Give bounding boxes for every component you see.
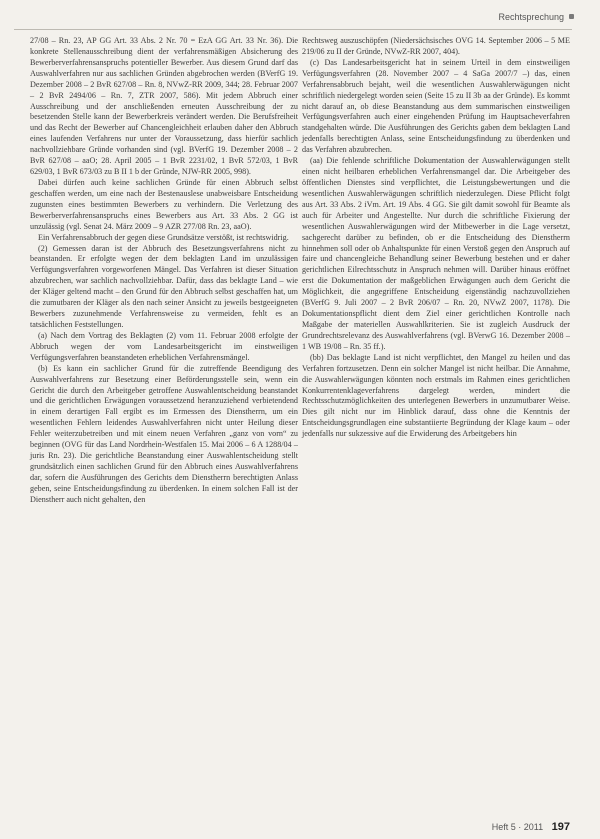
paragraph: Rechtsweg auszuschöpfen (Niedersächsisches OVG 14. September 2006 – 5 ME 219/06 zu II der Gründe, NVwZ-RR 2007, 404). (302, 36, 570, 56)
paragraph: (a) Nach dem Vortrag des Beklagten (2) vom 11. Februar 2008 erfolgte der Abbruch wegen der vom Landesarbeitsgericht im einstweiligen Verfügungsverfahren beanstandeten erheblichen Verfahrensmängel. (30, 330, 298, 362)
paragraph: (b) Es kann ein sachlicher Grund für die zutreffende Beendigung des Auswahlverfahrens zur Besetzung einer Beförderungsstelle sein, wenn ein Gericht die durch den Arbeitgeber getroffene Auswahlentscheidung beanstandet und die gerichtlichen Erwägungen voraussetzend heranzuziehend verbietendend in einem derartigen Fall ergibt es im Ermessen des Dienstherrn, um ein wesentlichen Fehlern leidendes Auswahlverfahren nicht unter Heilung dieser Fehler weiterzubetreiben und mit einem neuen Verfahren „ganz von vorn“ zu beginnen (OVG für das Land Nordrhein-Westfalen 15. Mai 2006 – 6 A 1288/04 – juris Rn. 23). Die gerichtliche Beanstandung einer Auswahlentscheidung stellt grundsätzlich einen sachlichen Grund für den Abbruch eines Auswahlverfahrens dar, sofern die Ausführungen des Gerichts dem Dienstherrn berechtigten Anlass geben, seine Entscheidungsfindung zu überdenken. In einem solchen Fall ist der Dienstherr auch nicht gehalten, den (30, 363, 298, 504)
left-column (30, 36, 298, 506)
paragraph: 27/08 – Rn. 23, AP GG Art. 33 Abs. 2 Nr. 70 = EzA GG Art. 33 Nr. 36). Die konkrete Stellenausschreibung dient der verfahrensmäßigen Absicherung des Bewerberverfahrensanspruchs potentieller Bewerber. Aus diesem Grund darf das Auswahlverfahren nur aus sachlichen Gründen abgebrochen werden (BVerfG 19. Dezember 2008 – 2 BvR 627/08 – Rn. 8, NVwZ-RR 2009, 344; 28. Februar 2007 – 2 BvR 2494/06 – Rn. 7, ZTR 2007, 586). Mit jedem Abbruch einer Ausschreibung und der anschließenden erneuten Ausschreibung der zu besetzenden Stelle kann der Bewerberkreis verändert werden. Die Berufsfreiheit und das Recht der Bewerber auf Chancengleichheit erlauben daher den Abbruch eines laufenden Verfahrens nur unter der Voraussetzung, dass hierfür sachlich nachvollziehbare Gründe vorhanden sind (vgl. BVerfG 19. Dezember 2008 – 2 BvR 627/08 – aaO; 28. April 2005 – 1 BvR 2231/02, 1 BvR 572/03, 1 BvR 629/03, 1 BvR 673/03 zu B II 1 b der Gründe, NJW-RR 2005, 998). (30, 36, 298, 177)
paragraph: (bb) Das beklagte Land ist nicht verpflichtet, den Mangel zu heilen und das Verfahren fortzusetzen. Denn ein solcher Mangel ist nicht heilbar. Die Annahme, die Auswahlerwägungen könnten noch erstmals im Rahmen eines gerichtlichen Konkurrentenklageverfahrens dargelegt werden, mindert die Rechtsschutzmöglichkeiten des unterlegenen Bewerbers in unzumutbarer Weise. Dies gilt nicht nur im Hinblick darauf, dass ohne die Kenntnis der Entscheidungsgrundlagen eine substantiierte Begründung der Klage kaum – oder jedenfalls nur sukzessive auf die Erwiderung des Arbeitgebers hin (302, 352, 570, 439)
right-column (302, 36, 570, 440)
section-label: Rechtsprechung (498, 12, 564, 22)
page-number: 197 (551, 821, 570, 833)
paragraph: Dabei dürfen auch keine sachlichen Gründe für einen Abbruch selbst geschaffen werden, um eine nach der Bestenauslese unabweisbare Entscheidung zugunsten eines bestimmten Bewerbers zu verhindern. Die Verletzung des Bewerberverfahrensanspruchs eines Bewerbers aus Art. 33 Abs. 2 GG ist unzulässig (vgl. Senat 24. März 2009 – 9 AZR 277/08 Rn. 23, aaO). (30, 177, 298, 231)
paragraph: (2) Gemessen daran ist der Abbruch des Besetzungsverfahrens nicht zu beanstanden. Er erfolgte wegen der dem beklagten Land im unzulässigen Verfügungsverfahren vorgeworfenen Mängel. Das Verfahren ist dieser Situation abzubrechen, war sachlich nachvollziehbar. Dafür, dass das beklagte Land – wie der Kläger geltend macht – den Grund für den Abbruch selbst geschaffen hat, um die zumutbaren der Kläger als den nach seiner Ansicht zu jeweils bestgeeigneten Bewerbers zuzunehmende Verfahrensweise zu vermeiden, fehlt es an tatsächlichen Feststellungen. (30, 243, 298, 329)
header-marker-icon (569, 14, 574, 19)
paragraph: (c) Das Landesarbeitsgericht hat in seinem Urteil in dem einstweiligen Verfügungsverfahren (28. November 2007 – 4 SaGa 2007/7 –) das, einen Verfahrensabbruch bejaht, weil die wesentlichen Auswahlerwägungen nicht schriftlich niedergelegt worden seien (Seite 15 zu II 3b aa der Gründe). Es kommt nicht darauf an, ob diese Beanstandung aus dem summarischen einstweiligen Verfügungsverfahren auch einer eingehenden Prüfung im Hauptsacheverfahren standgehalten würde. Die Ausführungen des Gerichts gaben dem beklagten Land jedenfalls berechtigten Anlass, seine Entscheidungsfindung zu überdenken und das Verfahren abzubrechen. (302, 57, 570, 155)
paragraph: Ein Verfahrensabbruch der gegen diese Grundsätze verstößt, ist rechtswidrig. (38, 232, 289, 242)
running-header (0, 8, 600, 30)
header-rule (14, 29, 572, 30)
paragraph: (aa) Die fehlende schriftliche Dokumentation der Auswahlerwägungen stellt einen nicht heilbaren erheblichen Verfahrensmangel dar. Die Arbeitgeber des öffentlichen Dienstes sind verpflichtet, die Leistungsbewertungen und die wesentlichen Auswahlerwägungen schriftlich niederzulegen. Diese Pflicht folgt aus Art. 33 Abs. 2 iVm. Art. 19 Abs. 4 GG. Sie gilt damit sowohl für Beamte als auch für Arbeiter und Angestellte. Nur durch die schriftliche Fixierung der wesentlichen Auswahlerwägungen wird der Mitbewerber in die Lage versetzt, sachgerecht darüber zu befinden, ob er die Entscheidung des Dienstherrn hinnehmen soll oder ob Anhaltspunkte für einen Verstoß gegen den Anspruch auf faire und chancengleiche Behandlung seiner Bewerbung bestehen und er daher gerichtlichen Eilrechtsschutz in Anspruch nehmen will. Darüber hinaus eröffnet erst die Dokumentation der maßgeblichen Erwägungen auch dem Gericht die Möglichkeit, die angegriffene Entscheidung eigenständig nachzuvollziehen (BVerfG 9. Juli 2007 – 2 BvR 206/07 – Rn. 20, NVwZ 2007, 1178). Die Dokumentationspflicht dient dem Ziel einer gerichtlichen Kontrolle nach Maßgabe der materiellen Auswahlkriterien. Sie ist zugleich Ausdruck der Grundrechtsrelevanz des Auswahlverfahrens (vgl. BVerwG 16. Dezember 2008 – 1 WB 19/08 – Rn. 35 ff.). (302, 156, 570, 351)
issue-label: Heft 5 · 2011 (491, 822, 544, 832)
page-footer (492, 821, 570, 833)
